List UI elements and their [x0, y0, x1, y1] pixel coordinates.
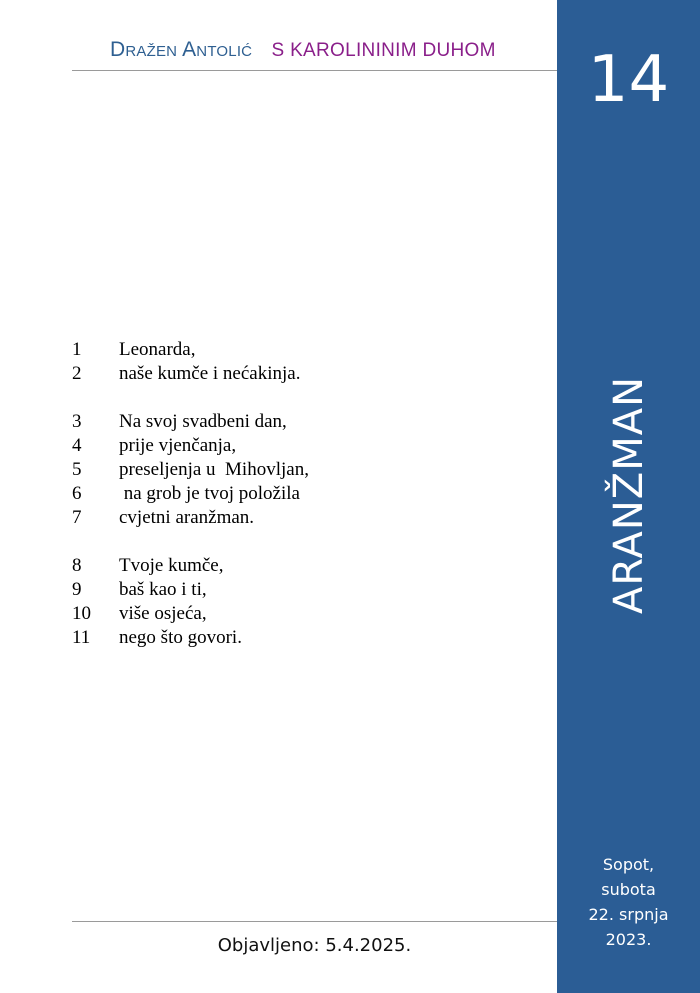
- verse-line: [72, 434, 309, 458]
- line-number: 1: [72, 339, 82, 360]
- book-title: S KAROLININIM DUHOM: [271, 40, 496, 61]
- published-date: Objavljeno: 5.4.2025.: [217, 935, 412, 956]
- line-number: 8: [72, 555, 82, 576]
- place-date-line: Sopot,: [602, 855, 655, 874]
- poem-title: ARANŽMAN: [606, 375, 652, 615]
- line-text: preseljenja u Mihovljan,: [119, 459, 309, 480]
- line-text: naše kumče i nećakinja.: [119, 363, 301, 384]
- line-text: na grob je tvoj položila: [119, 483, 300, 504]
- line-number: 9: [72, 579, 82, 600]
- place-date-line: 22. srpnja: [588, 905, 669, 924]
- verse-line: [72, 554, 309, 578]
- line-number: 10: [72, 603, 91, 624]
- line-number: 6: [72, 483, 82, 504]
- poem-number: 14: [587, 43, 670, 117]
- verse-line: [72, 626, 309, 650]
- verse-line: [72, 410, 309, 434]
- stanza: [72, 338, 309, 386]
- footer-divider: [72, 921, 557, 922]
- line-text: Tvoje kumče,: [119, 555, 224, 576]
- verse-line: [72, 458, 309, 482]
- verse-line: [72, 602, 309, 626]
- line-text: više osjeća,: [119, 603, 207, 624]
- verse-line: [72, 482, 309, 506]
- line-text: Na svoj svadbeni dan,: [119, 411, 287, 432]
- poem-body: [72, 338, 309, 674]
- line-text: baš kao i ti,: [119, 579, 207, 600]
- stanza: [72, 410, 309, 530]
- line-number: 11: [72, 627, 91, 648]
- line-number: 4: [72, 435, 82, 456]
- place-date: [557, 852, 700, 952]
- place-date-line: 2023.: [605, 930, 652, 949]
- verse-line: [72, 578, 309, 602]
- author-name: Dražen Antolić: [110, 38, 253, 61]
- line-number: 5: [72, 459, 82, 480]
- line-number: 2: [72, 363, 82, 384]
- place-date-line: subota: [601, 880, 656, 899]
- verse-line: [72, 362, 309, 386]
- line-text: cvjetni aranžman.: [119, 507, 255, 528]
- verse-line: [72, 506, 309, 530]
- verse-line: [72, 338, 309, 362]
- line-text: nego što govori.: [119, 627, 242, 648]
- page-header: [110, 38, 496, 63]
- line-text: prije vjenčanja,: [119, 435, 237, 456]
- line-number: 7: [72, 507, 82, 528]
- line-text: Leonarda,: [119, 339, 196, 360]
- line-number: 3: [72, 411, 82, 432]
- sidebar: [557, 0, 700, 993]
- stanza: [72, 554, 309, 650]
- header-divider: [72, 70, 557, 71]
